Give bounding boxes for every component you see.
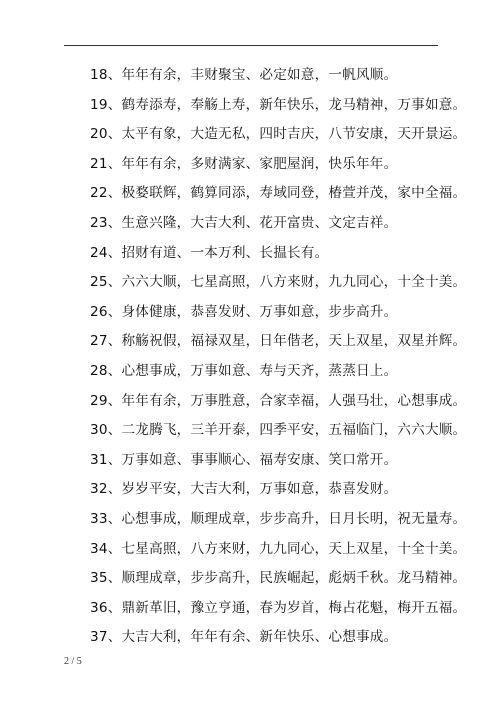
list-item: 37、大吉大利，年年有余、新年快乐、心想事成。 (90, 629, 398, 646)
header-rule (64, 45, 438, 46)
list-item: 34、七星高照，八方来财，九九同心，天上双星，十全十美。 (90, 540, 467, 557)
list-item: 27、称觞祝假，福禄双星，日年偕老，天上双星，双星并辉。 (90, 333, 467, 350)
list-item: 19、鹤寿添寿，奉觞上寿，新年快乐，龙马精神，万事如意。 (90, 96, 467, 113)
greeting-list (90, 61, 490, 653)
list-item: 23、生意兴隆，大吉大利、花开富贵、文定吉祥。 (90, 214, 398, 231)
list-item: 31、万事如意、事事顺心、福寿安康、笑口常开。 (90, 451, 398, 468)
list-item: 32、岁岁平安，大吉大利，万事如意，恭喜发财。 (90, 481, 398, 498)
list-item: 35、顺理成章，步步高升，民族崛起，彪炳千秋。龙马精神。 (90, 570, 467, 587)
list-item: 29、年年有余，万事胜意，合家幸福，人强马壮，心想事成。 (90, 392, 467, 409)
list-item: 21、年年有余，多财满家、家肥屋润，快乐年年。 (90, 155, 398, 172)
list-item: 20、太平有象，大造无私，四时吉庆，八节安康，天开景运。 (90, 126, 467, 143)
list-item: 25、六六大顺，七星高照，八方来财，九九同心，十全十美。 (90, 274, 467, 291)
list-item: 22、极婺联辉，鹤算同添，寿域同登，椿萱并茂，家中全福。 (90, 185, 467, 202)
page-number: 2 / 5 (64, 656, 82, 667)
list-item: 26、身体健康，恭喜发财、万事如意，步步高升。 (90, 303, 398, 320)
list-item: 28、心想事成，万事如意、寿与天齐，蒸蒸日上。 (90, 362, 398, 379)
list-item: 36、鼎新革旧，豫立亨通，春为岁首，梅占花魁，梅开五福。 (90, 599, 467, 616)
list-item: 33、心想事成，顺理成章，步步高升，日月长明，祝无量寿。 (90, 510, 467, 527)
list-item: 24、招财有道、一本万利、长揾长有。 (90, 244, 329, 261)
list-item: 18、年年有余，丰财聚宝、必定如意，一帆风顺。 (90, 67, 398, 83)
list-item: 30、二龙腾飞，三羊开泰，四季平安，五福临门，六六大顺。 (90, 422, 467, 439)
